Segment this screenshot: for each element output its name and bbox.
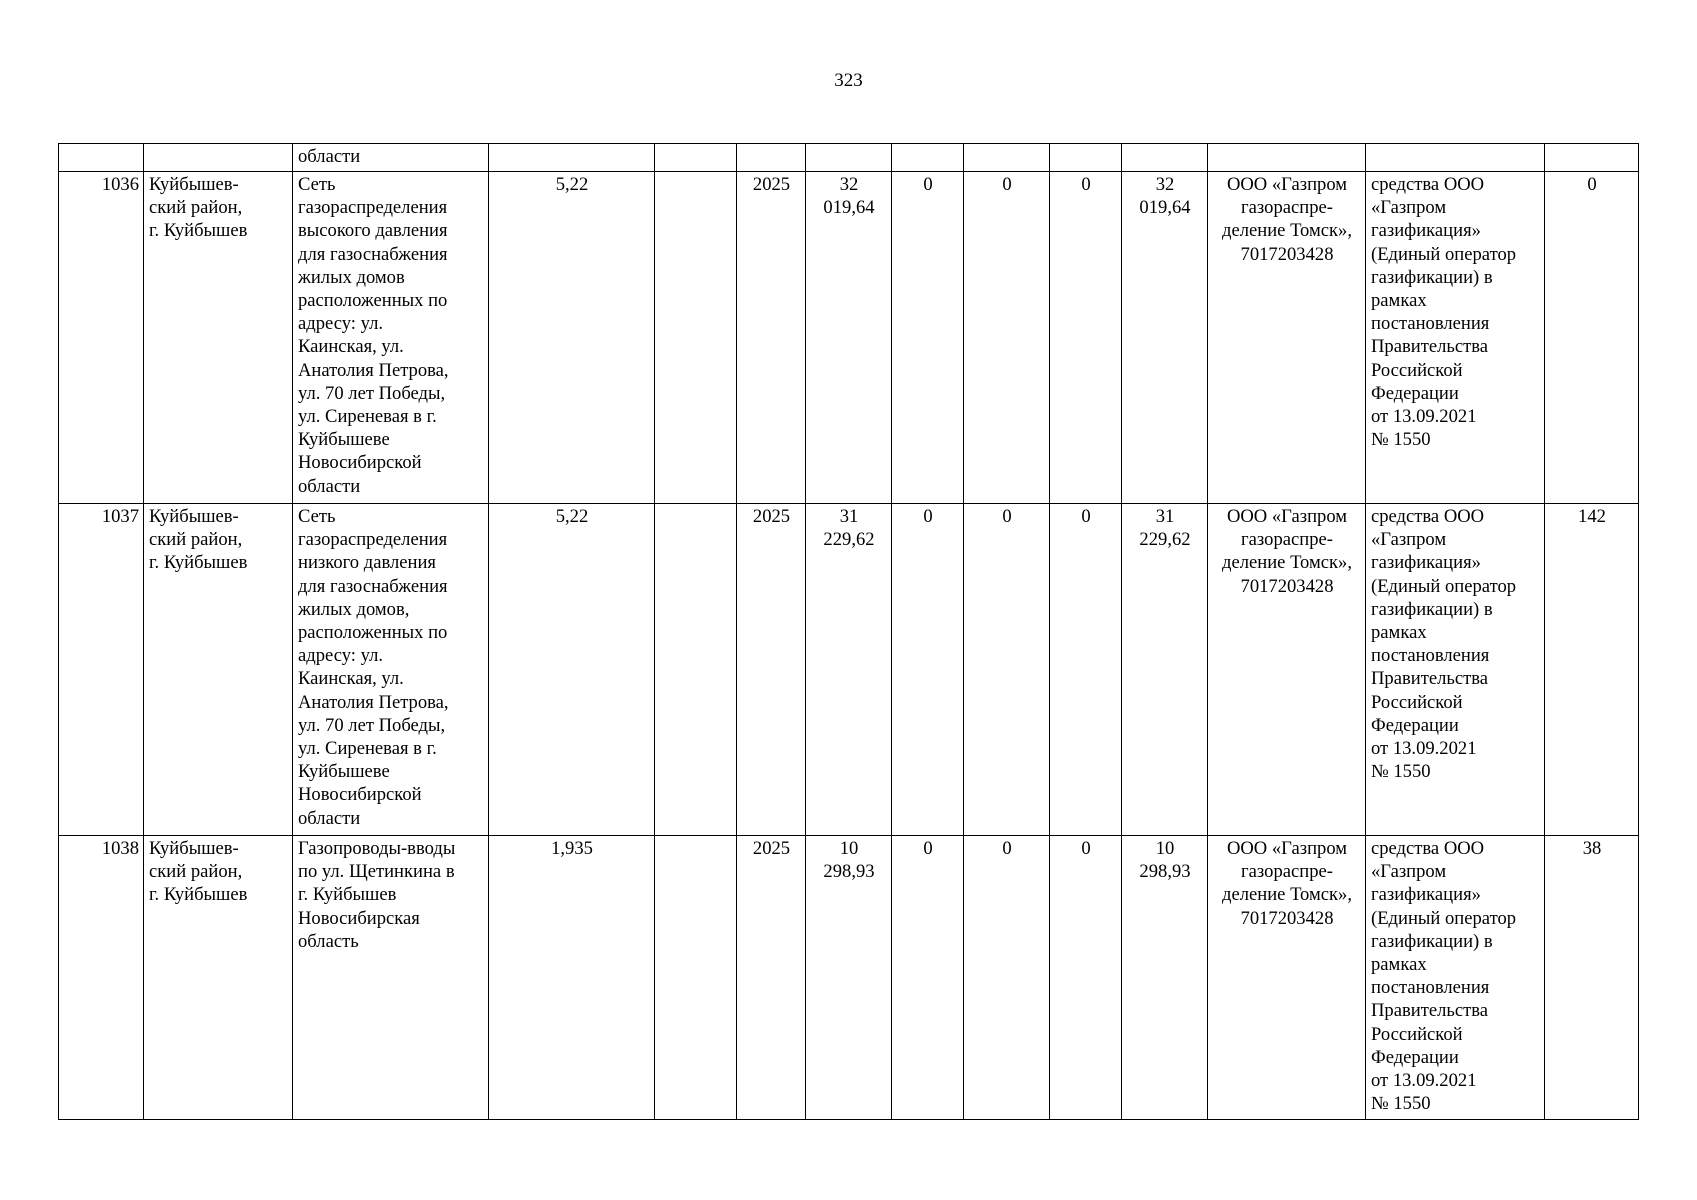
cell-source: средства ООО «Газпром газификация» (Единый оператор газификации) в рамках постановления Правительства Российской Федерации от 13.09.2021 № 1550	[1366, 172, 1545, 504]
cell-c10: 0	[1050, 504, 1122, 836]
cell-org	[1208, 144, 1366, 172]
cell-district: Куйбышев- ский район, г. Куйбышев	[144, 504, 293, 836]
cell-district: Куйбышев- ский район, г. Куйбышев	[144, 172, 293, 504]
cell-c9: 0	[964, 172, 1050, 504]
cell-year: 2025	[737, 504, 806, 836]
cell-last: 0	[1545, 172, 1639, 504]
cell-source	[1366, 144, 1545, 172]
cell-district: Куйбышев- ский район, г. Куйбышев	[144, 836, 293, 1120]
cell-c9: 0	[964, 504, 1050, 836]
cell-num: 1038	[59, 836, 144, 1120]
cell-c8: 0	[892, 836, 964, 1120]
cell-total: 32 019,64	[806, 172, 892, 504]
cell-c11: 10 298,93	[1122, 836, 1208, 1120]
table-row	[59, 836, 1639, 1120]
cell-c8: 0	[892, 504, 964, 836]
cell-year	[737, 144, 806, 172]
cell-org: ООО «Газпром газораспре- деление Томск», 7017203428	[1208, 504, 1366, 836]
document-table	[58, 143, 1639, 1120]
cell-object: области	[293, 144, 489, 172]
cell-c8	[892, 144, 964, 172]
cell-year: 2025	[737, 836, 806, 1120]
cell-length: 1,935	[489, 836, 655, 1120]
table-row-continuation	[59, 144, 1639, 172]
cell-org: ООО «Газпром газораспре- деление Томск», 7017203428	[1208, 172, 1366, 504]
cell-col5	[655, 144, 737, 172]
cell-num: 1036	[59, 172, 144, 504]
cell-c11	[1122, 144, 1208, 172]
cell-c10	[1050, 144, 1122, 172]
cell-total: 10 298,93	[806, 836, 892, 1120]
table-row	[59, 504, 1639, 836]
cell-c11: 32 019,64	[1122, 172, 1208, 504]
cell-length: 5,22	[489, 504, 655, 836]
cell-object: Сеть газораспределения низкого давления для газоснабжения жилых домов, расположенных по адресу: ул. Каинская, ул. Анатолия Петрова, ул. 70 лет Победы, ул. Сиреневая в г. Куйбышеве Новосибирской области	[293, 504, 489, 836]
cell-col5	[655, 836, 737, 1120]
cell-last: 142	[1545, 504, 1639, 836]
cell-total: 31 229,62	[806, 504, 892, 836]
cell-c9: 0	[964, 836, 1050, 1120]
cell-c11: 31 229,62	[1122, 504, 1208, 836]
cell-num: 1037	[59, 504, 144, 836]
cell-col5	[655, 504, 737, 836]
cell-col5	[655, 172, 737, 504]
cell-source: средства ООО «Газпром газификация» (Единый оператор газификации) в рамках постановления Правительства Российской Федерации от 13.09.2021 № 1550	[1366, 836, 1545, 1120]
cell-length	[489, 144, 655, 172]
cell-year: 2025	[737, 172, 806, 504]
cell-c9	[964, 144, 1050, 172]
table-row	[59, 172, 1639, 504]
cell-c8: 0	[892, 172, 964, 504]
cell-total	[806, 144, 892, 172]
cell-object: Газопроводы-вводы по ул. Щетинкина в г. Куйбышев Новосибирская область	[293, 836, 489, 1120]
cell-c10: 0	[1050, 836, 1122, 1120]
cell-org: ООО «Газпром газораспре- деление Томск», 7017203428	[1208, 836, 1366, 1120]
cell-length: 5,22	[489, 172, 655, 504]
cell-num	[59, 144, 144, 172]
page-number: 323	[834, 70, 863, 91]
cell-district	[144, 144, 293, 172]
cell-last	[1545, 144, 1639, 172]
cell-object: Сеть газораспределения высокого давления для газоснабжения жилых домов расположенных по адресу: ул. Каинская, ул. Анатолия Петрова, ул. 70 лет Победы, ул. Сиреневая в г. Куйбышеве Новосибирской области	[293, 172, 489, 504]
cell-last: 38	[1545, 836, 1639, 1120]
cell-c10: 0	[1050, 172, 1122, 504]
cell-source: средства ООО «Газпром газификация» (Единый оператор газификации) в рамках постановления Правительства Российской Федерации от 13.09.2021 № 1550	[1366, 504, 1545, 836]
